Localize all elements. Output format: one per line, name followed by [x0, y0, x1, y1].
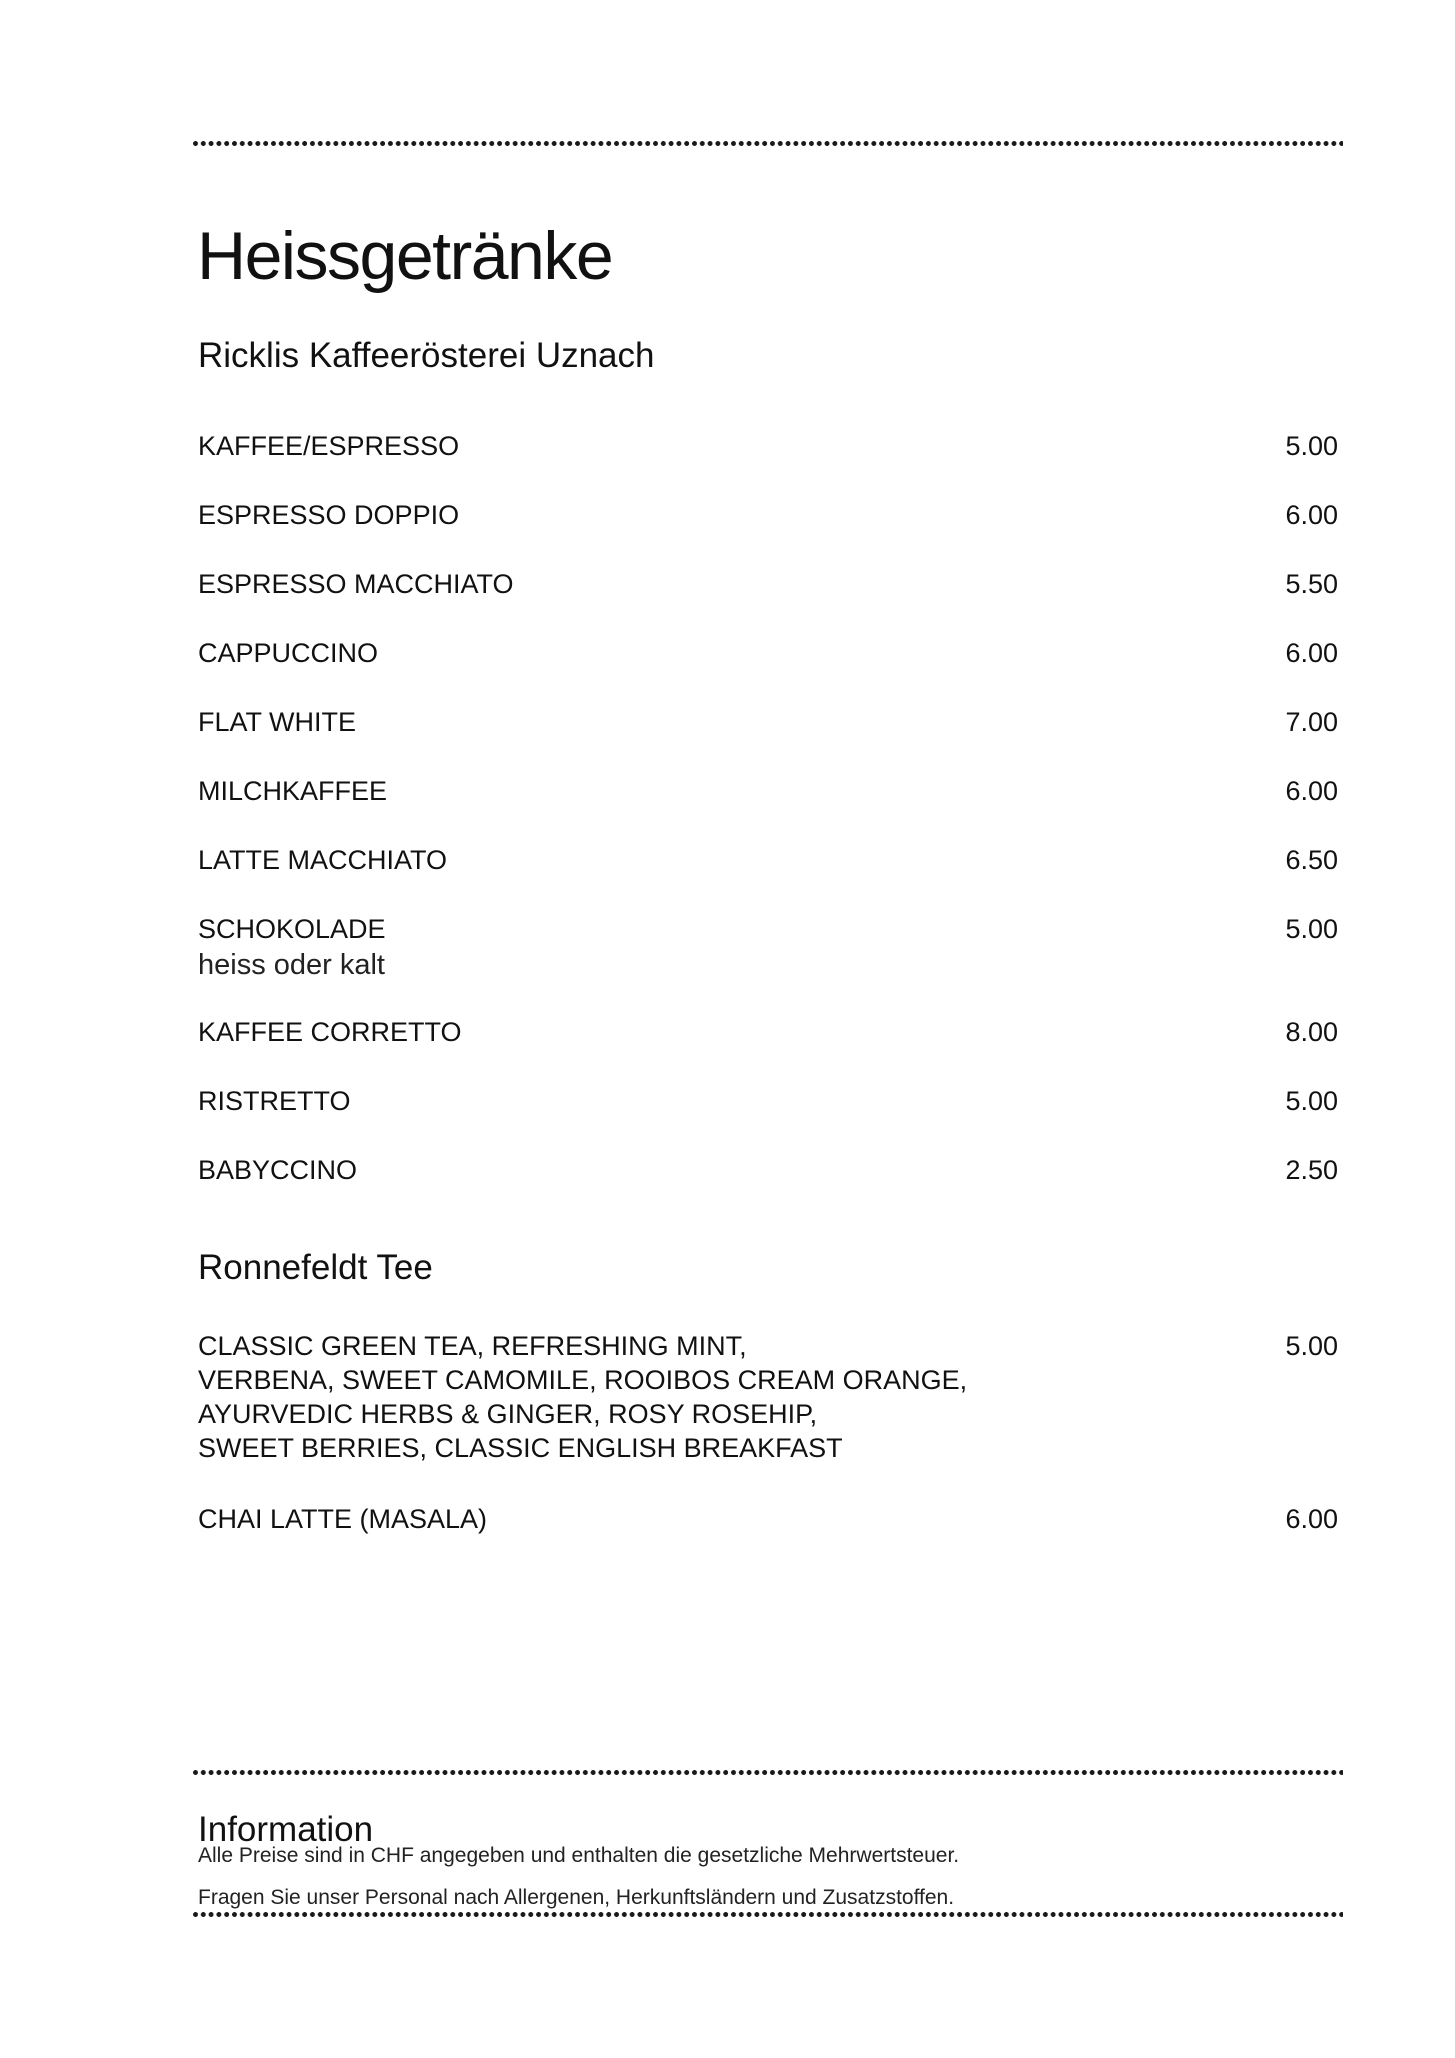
menu-item	[198, 636, 1338, 670]
menu-item	[198, 429, 1338, 463]
menu-item-price: 5.00	[1285, 1331, 1338, 1361]
menu-item-name: BABYCCINO	[198, 1155, 358, 1185]
menu-item-name: RISTRETTO	[198, 1086, 351, 1116]
menu-item	[198, 567, 1338, 601]
menu-item	[198, 843, 1338, 877]
menu-item-price: 2.50	[1285, 1155, 1338, 1185]
page-title: Heissgetränke	[197, 218, 613, 294]
menu-item-name: ESPRESSO DOPPIO	[198, 500, 460, 530]
menu-item-price: 5.00	[1285, 914, 1338, 944]
menu-item-price: 6.00	[1285, 776, 1338, 806]
menu-item-name: LATTE MACCHIATO	[198, 845, 448, 875]
menu-item	[198, 1329, 1338, 1465]
menu-item-name: SCHOKOLADE	[198, 914, 386, 944]
menu-item-name-line: SWEET BERRIES, CLASSIC ENGLISH BREAKFAST	[198, 1433, 843, 1463]
page-subtitle: Ricklis Kaffeerösterei Uznach	[198, 336, 655, 375]
menu-item	[198, 498, 1338, 532]
menu-item	[198, 705, 1338, 739]
menu-item	[198, 1502, 1338, 1536]
menu-item-price: 8.00	[1285, 1017, 1338, 1047]
menu-item-price: 5.50	[1285, 569, 1338, 599]
menu-item	[198, 1084, 1338, 1118]
dotted-divider-top	[193, 141, 1343, 146]
menu-item	[198, 1015, 1338, 1049]
menu-item-price: 6.00	[1285, 500, 1338, 530]
menu-item-name: MILCHKAFFEE	[198, 776, 388, 806]
menu-item-price: 6.00	[1285, 638, 1338, 668]
menu-item-note: heiss oder kalt	[198, 949, 385, 981]
info-line: Fragen Sie unser Personal nach Allergenen, Herkunftsländern und Zusatzstoffen.	[198, 1886, 955, 1909]
menu-item-name: FLAT WHITE	[198, 707, 357, 737]
section-title-tea: Ronnefeldt Tee	[198, 1248, 433, 1287]
menu-item-price: 7.00	[1285, 707, 1338, 737]
menu-item-name-line: AYURVEDIC HERBS & GINGER, ROSY ROSEHIP,	[198, 1399, 818, 1429]
dotted-divider-info-bottom	[193, 1912, 1343, 1917]
dotted-divider-info-top	[193, 1770, 1343, 1775]
menu-item-name: KAFFEE/ESPRESSO	[198, 431, 460, 461]
menu-item-name: CAPPUCCINO	[198, 638, 379, 668]
info-line: Alle Preise sind in CHF angegeben und enthalten die gesetzliche Mehrwertsteuer.	[198, 1844, 960, 1867]
menu-item-name: CHAI LATTE (MASALA)	[198, 1504, 488, 1534]
menu-item-price: 6.00	[1285, 1504, 1338, 1534]
menu-item	[198, 1153, 1338, 1187]
menu-item-name: ESPRESSO MACCHIATO	[198, 569, 514, 599]
menu-item-name-line: VERBENA, SWEET CAMOMILE, ROOIBOS CREAM ORANGE,	[198, 1365, 968, 1395]
menu-item	[198, 774, 1338, 808]
menu-item-price: 5.00	[1285, 1086, 1338, 1116]
menu-item-price: 5.00	[1285, 431, 1338, 461]
menu-item-price: 6.50	[1285, 845, 1338, 875]
menu-item-name: KAFFEE CORRETTO	[198, 1017, 462, 1047]
menu-item-name-line: CLASSIC GREEN TEA, REFRESHING MINT,	[198, 1331, 747, 1361]
info-title: Information	[198, 1810, 374, 1849]
menu-item	[198, 912, 1338, 982]
